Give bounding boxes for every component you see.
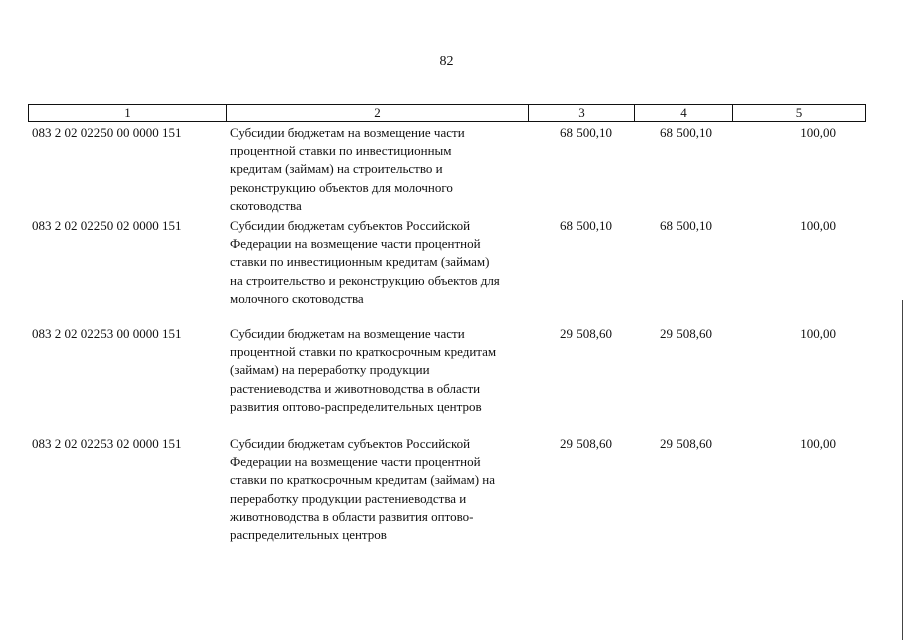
description-line: Субсидии бюджетам субъектов Российской — [230, 218, 471, 233]
description-line: Субсидии бюджетам на возмещение части — [230, 326, 465, 341]
header-col-3: 3 — [529, 105, 635, 121]
value-col-5: 100,00 — [800, 326, 836, 341]
description-line: молочного скотоводства — [230, 290, 364, 306]
description-line: Субсидии бюджетам на возмещение части — [230, 125, 465, 140]
header-col-5: 5 — [795, 105, 803, 120]
description-line: Федерации на возмещение части процентной — [230, 236, 481, 252]
row-description — [226, 217, 528, 308]
value-col-4: 29 508,60 — [660, 326, 712, 341]
value-col-4: 68 500,10 — [660, 218, 712, 233]
header-col-4: 4 — [635, 105, 733, 121]
page-number: 82 — [439, 54, 454, 69]
value-col-4: 68 500,10 — [660, 125, 712, 140]
description-line: животноводства в области развития оптово- — [230, 508, 474, 524]
description-line: процентной ставки по краткосрочным кредитам — [230, 344, 497, 360]
budget-code: 083 2 02 02250 02 0000 151 — [32, 218, 182, 233]
description-line: на строительство и реконструкцию объектов для — [230, 272, 500, 288]
value-col-3: 29 508,60 — [560, 436, 612, 451]
row-description — [226, 435, 528, 544]
value-col-5: 100,00 — [800, 218, 836, 233]
value-col-5: 100,00 — [800, 436, 836, 451]
table-row — [28, 124, 866, 215]
value-col-3: 29 508,60 — [560, 326, 612, 341]
budget-code: 083 2 02 02253 02 0000 151 — [32, 436, 182, 451]
table-row — [28, 435, 866, 544]
table-header-row — [28, 104, 866, 122]
description-line: скотоводства — [230, 197, 302, 213]
header-col-1: 1 — [29, 105, 227, 121]
value-col-3: 68 500,10 — [560, 218, 612, 233]
description-line: распределительных центров — [230, 527, 387, 543]
value-col-4: 29 508,60 — [660, 436, 712, 451]
description-line: процентной ставки по инвестиционным — [230, 143, 452, 159]
description-line: растениеводства и животноводства в области — [230, 380, 481, 396]
description-line: Федерации на возмещение части процентной — [230, 454, 481, 470]
description-line: переработку продукции растениеводства и — [230, 490, 467, 506]
header-col-2: 2 — [227, 105, 529, 121]
budget-code: 083 2 02 02253 00 0000 151 — [32, 326, 182, 341]
description-line: развития оптово-распределительных центров — [230, 398, 482, 414]
value-col-3: 68 500,10 — [560, 125, 612, 140]
description-line: (займам) на переработку продукции — [230, 362, 430, 378]
description-line: кредитам (займам) на строительство и — [230, 161, 443, 177]
scan-edge-line — [902, 300, 903, 640]
table-row — [28, 325, 866, 416]
description-line: ставки по инвестиционным кредитам (займам) — [230, 254, 490, 270]
description-line: реконструкцию объектов для молочного — [230, 179, 453, 195]
budget-code: 083 2 02 02250 00 0000 151 — [32, 125, 182, 140]
value-col-5: 100,00 — [800, 125, 836, 140]
table-row — [28, 217, 866, 308]
row-description — [226, 325, 528, 416]
description-line: Субсидии бюджетам субъектов Российской — [230, 436, 471, 451]
description-line: ставки по краткосрочным кредитам (займам) на — [230, 472, 496, 488]
row-description — [226, 124, 528, 215]
